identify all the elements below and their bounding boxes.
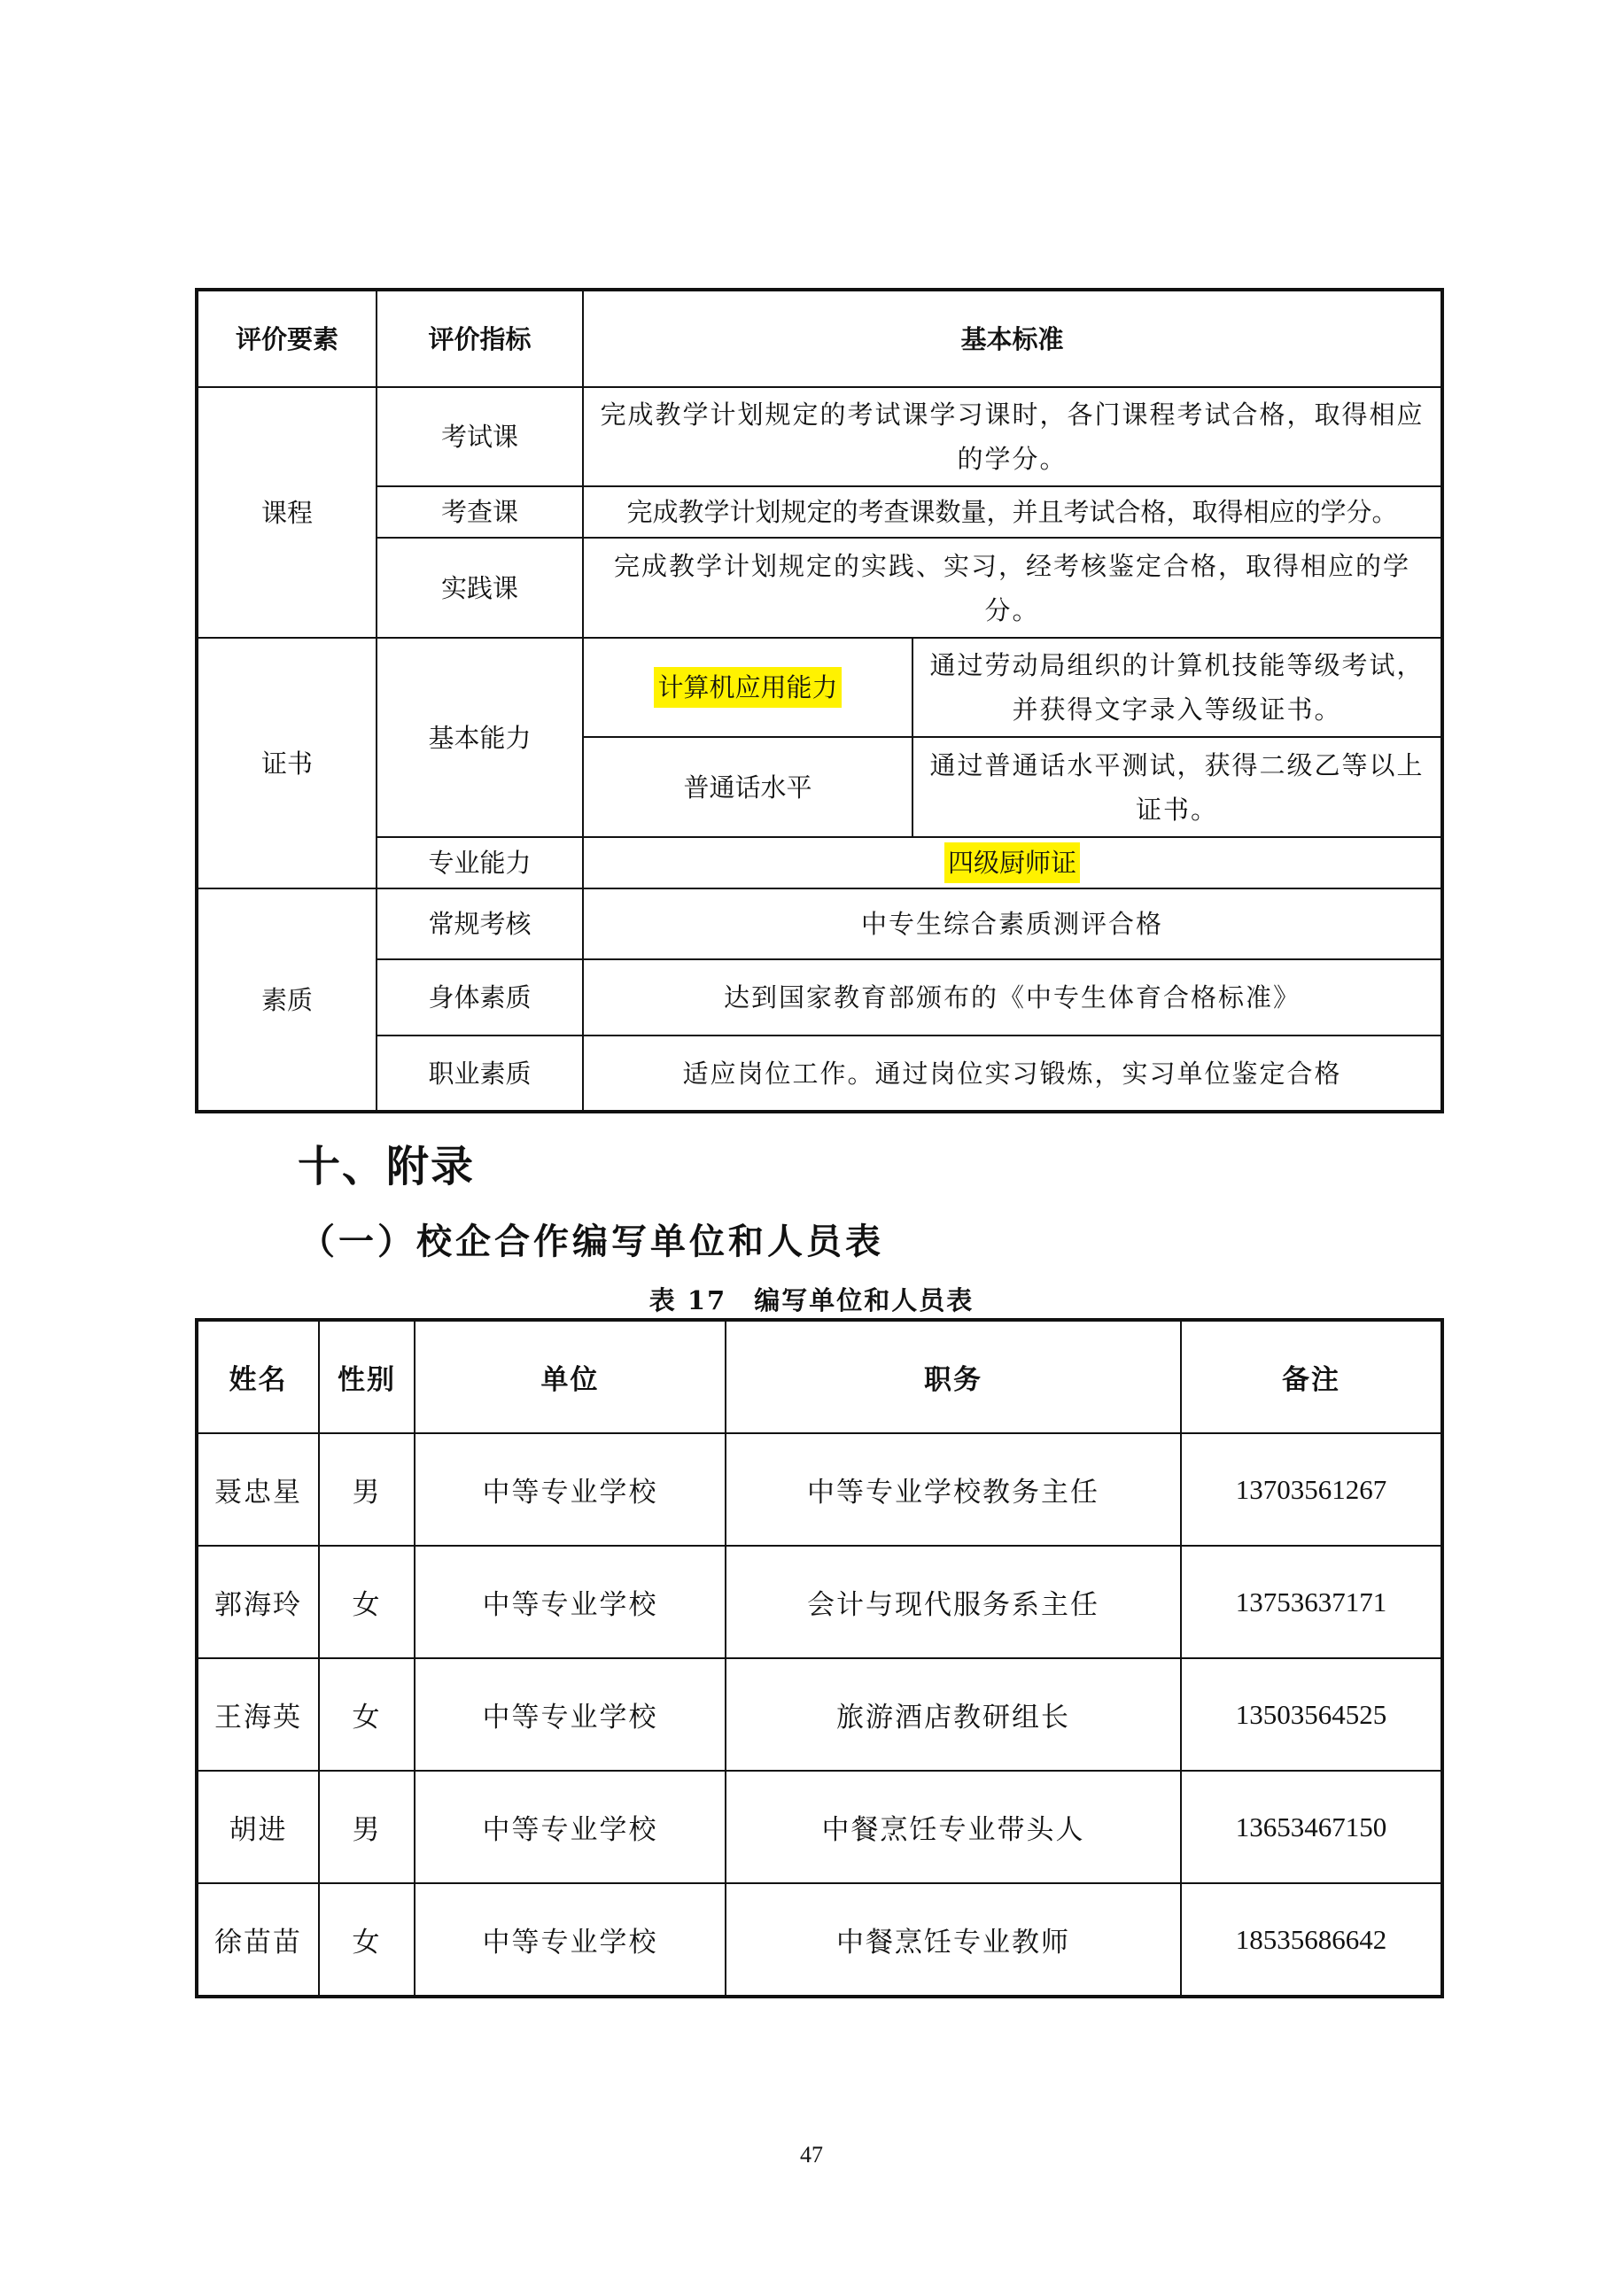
indicator-cell: 实践课	[377, 538, 583, 638]
staff-position: 旅游酒店教研组长	[726, 1658, 1181, 1771]
staff-name: 胡进	[197, 1771, 319, 1883]
category-course: 课程	[197, 387, 377, 638]
indicator-cell: 身体素质	[377, 959, 583, 1036]
staff-unit: 中等专业学校	[415, 1546, 726, 1658]
table-row	[197, 1036, 1442, 1112]
staff-note: 13653467150	[1181, 1771, 1442, 1883]
indicator-cell: 常规考核	[377, 888, 583, 959]
staff-note: 18535686642	[1181, 1883, 1442, 1997]
staff-position: 中餐烹饪专业带头人	[726, 1771, 1181, 1883]
header-name: 姓名	[197, 1320, 319, 1433]
staff-name: 聂忠星	[197, 1433, 319, 1546]
category-quality: 素质	[197, 888, 377, 1112]
staff-name: 徐苗苗	[197, 1883, 319, 1997]
header-note: 备注	[1181, 1320, 1442, 1433]
table-row	[197, 1546, 1442, 1658]
staff-note: 13703561267	[1181, 1433, 1442, 1546]
evaluation-table	[195, 288, 1444, 1113]
header-gender: 性别	[319, 1320, 415, 1433]
staff-gender: 女	[319, 1658, 415, 1771]
category-certificate: 证书	[197, 638, 377, 888]
staff-unit: 中等专业学校	[415, 1658, 726, 1771]
header-element: 评价要素	[197, 290, 377, 387]
table-row	[197, 538, 1442, 638]
staff-header-row	[197, 1320, 1442, 1433]
table-row	[197, 387, 1442, 486]
staff-position: 中餐烹饪专业教师	[726, 1883, 1181, 1997]
table-row	[197, 1771, 1442, 1883]
staff-note: 13753637171	[1181, 1546, 1442, 1658]
standard-cell: 完成教学计划规定的实践、实习，经考核鉴定合格，取得相应的学分。	[583, 538, 1442, 638]
standard-cell: 达到国家教育部颁布的《中专生体育合格标准》	[583, 959, 1442, 1036]
cert-item-cell	[583, 638, 912, 737]
standard-cell: 通过普通话水平测试，获得二级乙等以上证书。	[912, 737, 1442, 837]
staff-note: 13503564525	[1181, 1658, 1442, 1771]
standard-cell	[583, 837, 1442, 888]
staff-table	[195, 1318, 1444, 1998]
staff-unit: 中等专业学校	[415, 1433, 726, 1546]
table-row	[197, 486, 1442, 538]
staff-name: 王海英	[197, 1658, 319, 1771]
indicator-cell: 考查课	[377, 486, 583, 538]
indicator-cell: 基本能力	[377, 638, 583, 837]
staff-position: 会计与现代服务系主任	[726, 1546, 1181, 1658]
eval-header-row	[197, 290, 1442, 387]
standard-cell: 适应岗位工作。通过岗位实习锻炼，实习单位鉴定合格	[583, 1036, 1442, 1112]
header-unit: 单位	[415, 1320, 726, 1433]
staff-gender: 女	[319, 1546, 415, 1658]
header-indicator: 评价指标	[377, 290, 583, 387]
standard-cell: 中专生综合素质测评合格	[583, 888, 1442, 959]
table-row	[197, 638, 1442, 737]
table-row	[197, 959, 1442, 1036]
section-title: 十、附录	[298, 1142, 476, 1191]
table-row	[197, 1883, 1442, 1997]
professional-cert: 四级厨师证	[944, 842, 1080, 883]
staff-gender: 男	[319, 1771, 415, 1883]
subsection-title: （一）校企合作编写单位和人员表	[299, 1222, 884, 1262]
staff-position: 中等专业学校教务主任	[726, 1433, 1181, 1546]
indicator-cell: 专业能力	[377, 837, 583, 888]
table-caption: 表 17 编写单位和人员表	[648, 1285, 975, 1315]
indicator-cell: 考试课	[377, 387, 583, 486]
cert-item-name: 计算机应用能力	[654, 667, 841, 708]
header-position: 职务	[726, 1320, 1181, 1433]
staff-gender: 女	[319, 1883, 415, 1997]
cert-item-name: 普通话水平	[583, 737, 912, 837]
table-row	[197, 888, 1442, 959]
table-row	[197, 837, 1442, 888]
staff-gender: 男	[319, 1433, 415, 1546]
page-number: 47	[800, 2142, 823, 2168]
staff-name: 郭海玲	[197, 1546, 319, 1658]
indicator-cell: 职业素质	[377, 1036, 583, 1112]
header-standard: 基本标准	[583, 290, 1442, 387]
staff-unit: 中等专业学校	[415, 1883, 726, 1997]
standard-cell: 通过劳动局组织的计算机技能等级考试，并获得文字录入等级证书。	[912, 638, 1442, 737]
table-row	[197, 1433, 1442, 1546]
standard-cell: 完成教学计划规定的考查课数量，并且考试合格，取得相应的学分。	[583, 486, 1442, 538]
table-row	[197, 1658, 1442, 1771]
standard-cell: 完成教学计划规定的考试课学习课时，各门课程考试合格，取得相应的学分。	[583, 387, 1442, 486]
staff-unit: 中等专业学校	[415, 1771, 726, 1883]
